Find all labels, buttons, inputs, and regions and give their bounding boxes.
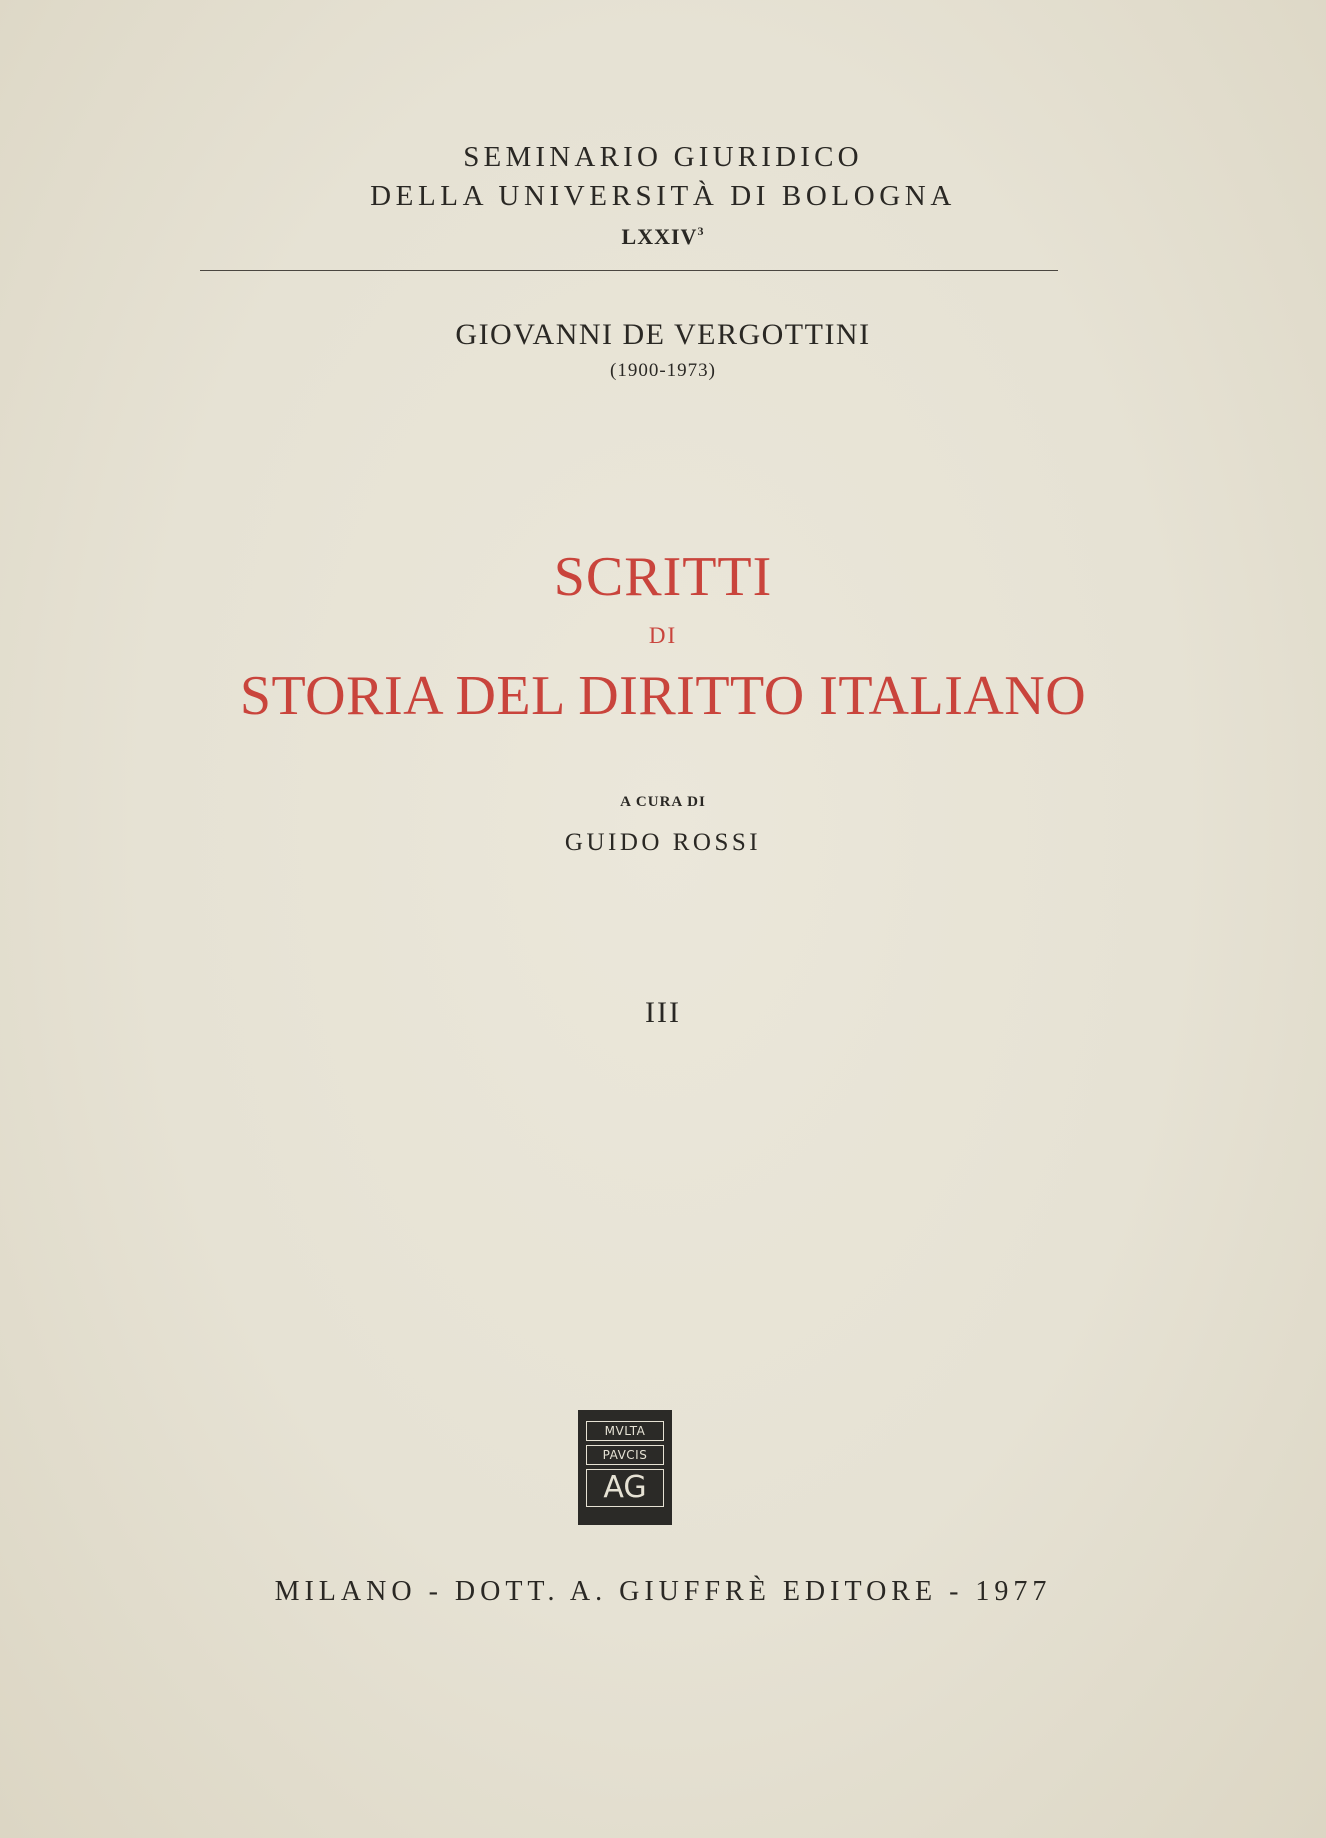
volume-number: III [645, 996, 681, 1029]
editor-label: A CURA DI [620, 794, 706, 810]
publisher-logo [578, 1410, 672, 1525]
series-title-line-1: SEMINARIO GIURIDICO [463, 141, 863, 173]
book-title-line-1: SCRITTI [553, 546, 773, 608]
series-number [0, 224, 1326, 250]
book-title-line-3: STORIA DEL DIRITTO ITALIANO [239, 665, 1087, 727]
publisher-logo-word-2: PAVCIS [586, 1445, 664, 1465]
series-number-superscript: 3 [697, 224, 705, 238]
divider-rule [200, 270, 1058, 271]
publisher-logo-word-1: MVLTA [586, 1421, 664, 1441]
author-name: GIOVANNI DE VERGOTTINI [455, 318, 871, 351]
series-number-main: LXXIV [621, 224, 698, 249]
series-title-line-2: DELLA UNIVERSITÀ DI BOLOGNA [370, 180, 956, 212]
publisher-imprint: MILANO - DOTT. A. GIUFFRÈ EDITORE - 1977 [274, 1576, 1052, 1607]
author-dates: (1900-1973) [610, 360, 716, 381]
publisher-logo-mark: AG [586, 1469, 664, 1507]
book-title-line-2: DI [648, 623, 678, 648]
editor-name: GUIDO ROSSI [564, 829, 762, 856]
